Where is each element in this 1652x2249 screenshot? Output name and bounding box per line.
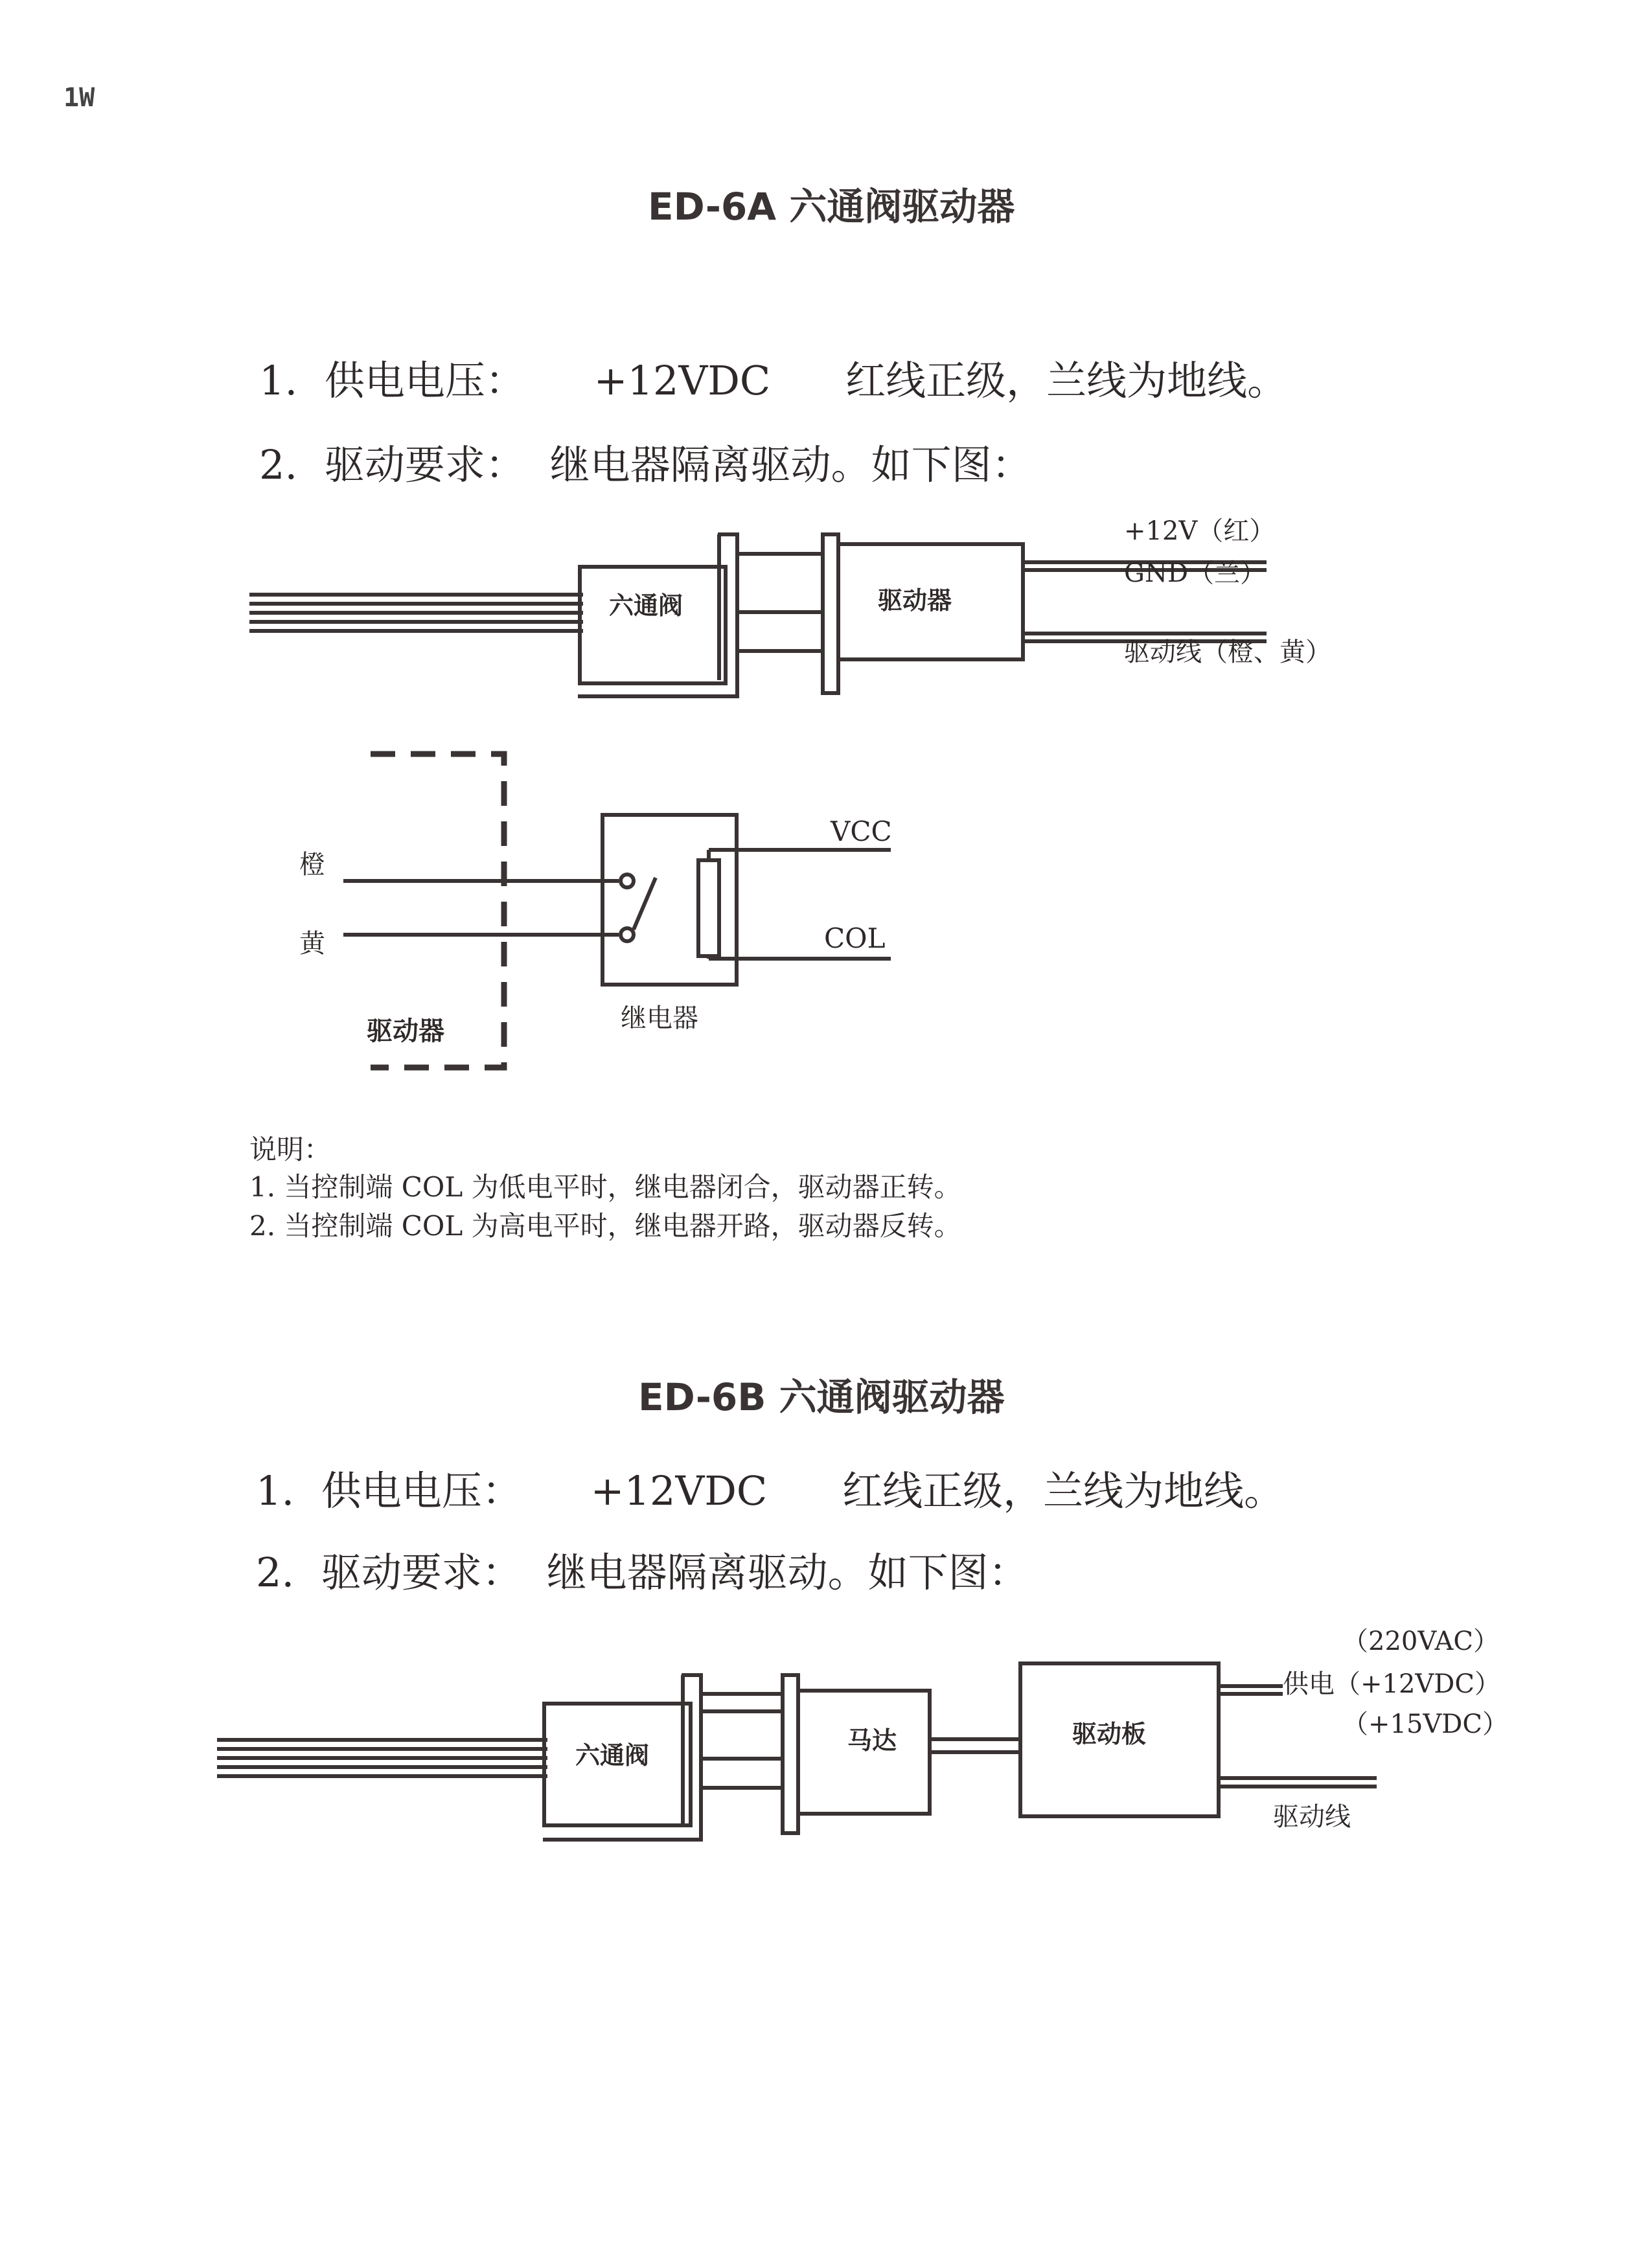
section-a-title: ED-6A 六通阀驱动器	[648, 185, 1015, 229]
line2-desc: 继电器隔离驱动。如下图：	[546, 1549, 1029, 1596]
wire-drive-label: 驱动线（橙、黄）	[1124, 637, 1331, 667]
wire-power-label: +12V（红）	[1124, 516, 1276, 546]
board-label: 驱动板	[1072, 1720, 1147, 1748]
line2-number: 2.	[259, 441, 298, 488]
line1-number: 1.	[256, 1467, 295, 1514]
line1-label: 供电电压：	[324, 357, 525, 404]
wire-gnd-label: GND（兰）	[1124, 558, 1267, 588]
line2-desc: 继电器隔离驱动。如下图：	[549, 441, 1032, 488]
orange-wire-label: 橙	[299, 850, 325, 880]
notes-heading: 说明：	[249, 1134, 332, 1165]
note-item-2: 2. 当控制端 COL 为高电平时，继电器开路，驱动器反转。	[249, 1210, 961, 1242]
line1-desc: 红线正级，兰线为地线。	[842, 1467, 1285, 1514]
line1-label: 供电电压：	[321, 1467, 522, 1514]
section-b-line2	[256, 1540, 1029, 1598]
driver-box-label: 驱动器	[367, 1016, 444, 1046]
line1-value: +12VDC	[590, 1467, 768, 1514]
drive-wire-label: 驱动线	[1273, 1802, 1351, 1832]
supply-220-label: （220VAC）	[1342, 1627, 1500, 1656]
section-b-wiring-diagram	[0, 1619, 1652, 1853]
valve-label: 六通阀	[575, 1741, 650, 1770]
motor-label: 马达	[847, 1726, 897, 1755]
section-a-line1	[259, 348, 1287, 406]
section-a-relay-circuit	[0, 732, 972, 1095]
col-label: COL	[824, 922, 886, 954]
supply-15-label: （+15VDC）	[1342, 1709, 1508, 1739]
line1-value: +12VDC	[593, 357, 771, 404]
section-a-line2	[259, 433, 1032, 490]
section-b-line1	[256, 1459, 1284, 1516]
valve-label: 六通阀	[609, 591, 683, 620]
section-b-title: ED-6B 六通阀驱动器	[638, 1375, 1005, 1419]
line2-label: 驱动要求：	[324, 441, 525, 488]
driver-label: 驱动器	[878, 586, 952, 615]
line2-label: 驱动要求：	[321, 1549, 522, 1596]
line1-desc: 红线正级，兰线为地线。	[845, 357, 1288, 404]
note-item-1: 1. 当控制端 COL 为低电平时，继电器闭合，驱动器正转。	[249, 1171, 961, 1203]
page-corner-mark: 1W	[63, 83, 95, 113]
yellow-wire-label: 黄	[299, 929, 325, 959]
relay-label: 继电器	[621, 1003, 698, 1033]
supply-label: 供电（+12VDC）	[1283, 1669, 1500, 1699]
vcc-label: VCC	[831, 816, 892, 847]
line2-number: 2.	[256, 1549, 295, 1596]
section-a-wiring-diagram	[0, 505, 1652, 719]
line1-number: 1.	[259, 357, 298, 404]
